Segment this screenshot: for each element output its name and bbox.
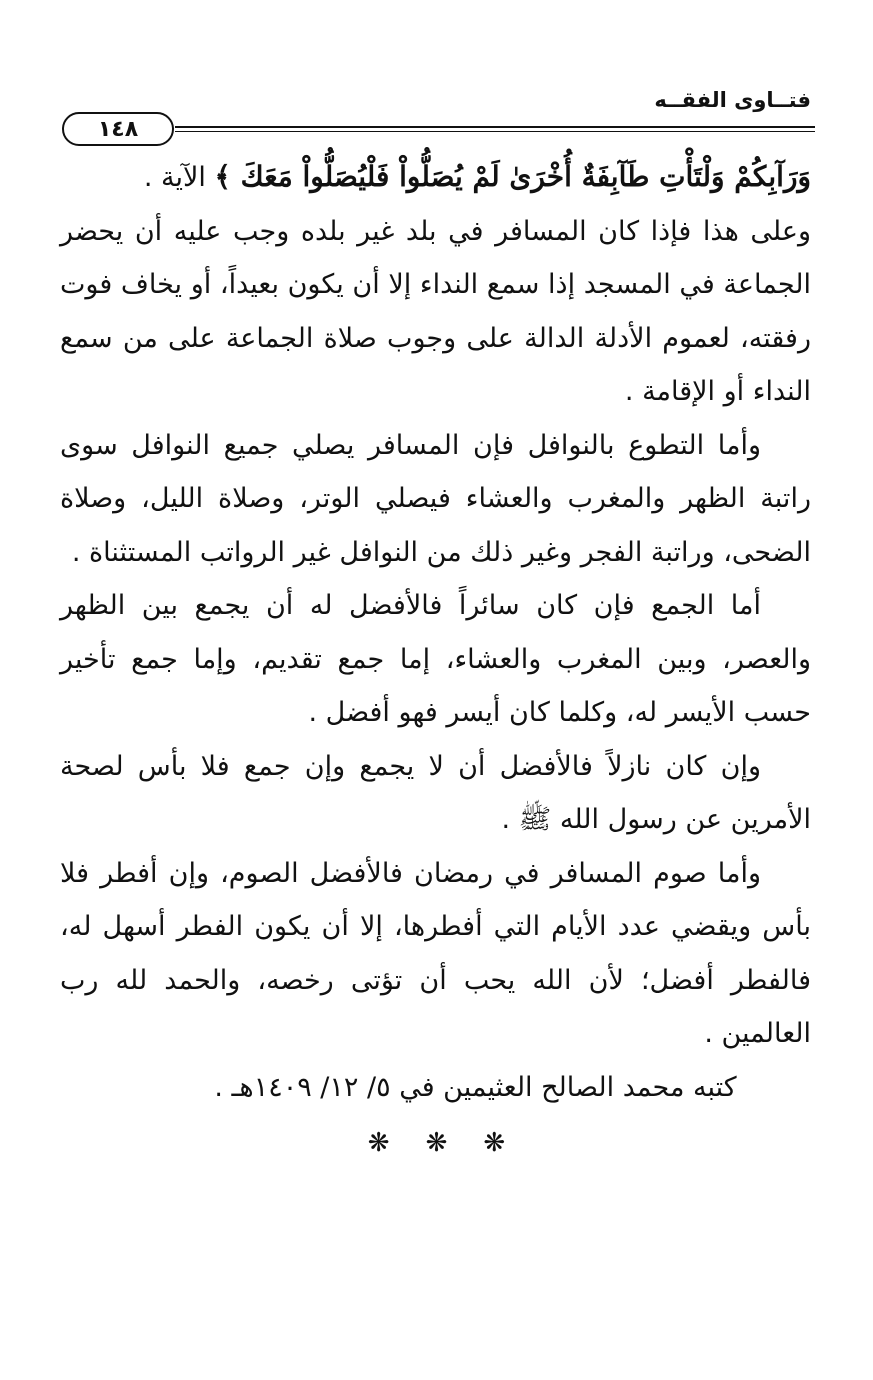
header-rule-thin <box>175 131 815 132</box>
paragraph-1: وعلى هذا فإذا كان المسافر في بلد غير بلده وجب عليه أن يحضر الجماعة في المسجد إذا سمع النداء إلا أن يكون بعيداً، أو يخاف فوت رفقته، لعموم الأدلة الدالة على وجوب صلاة الجماعة على من سمع النداء أو الإقامة . <box>60 215 811 407</box>
header-rule <box>175 126 815 128</box>
paragraph-2: وأما التطوع بالنوافل فإن المسافر يصلي جميع النوافل سوى راتبة الظهر والمغرب والعشاء فيصلي الوتر، وصلاة الليل، وصلاة الضحى، وراتبة الفجر وغير ذلك من النوافل غير الرواتب المستثناة . <box>60 429 811 568</box>
asterism-glyph: ❋ <box>425 1128 484 1158</box>
verse-line <box>60 150 811 205</box>
asterism-glyph: ❋ <box>483 1128 542 1158</box>
paragraph-5: وأما صوم المسافر في رمضان فالأفضل الصوم، وإن أفطر فلا بأس ويقضي عدد الأيام التي أفطرها، إلا أن يكون الفطر أسهل له، فالفطر أفضل؛ لأن الله يحب أن تؤتى رخصه، والحمد لله رب العالمين . <box>60 857 811 1049</box>
section-separator <box>0 1128 873 1158</box>
running-title: فتــاوى الفقــه <box>654 88 811 112</box>
verse-suffix: الآية . <box>143 162 215 193</box>
paragraph-4: وإن كان نازلاً فالأفضل أن لا يجمع وإن جمع فلا بأس لصحة الأمرين عن رسول الله ﷺ . <box>60 750 811 835</box>
asterism-glyph: ❋ <box>367 1128 426 1158</box>
body-text <box>60 150 811 1114</box>
signature: كتبه محمد الصالح العثيمين في ٥/ ١٢/ ١٤٠٩هـ . <box>214 1071 737 1103</box>
quran-verse: وَرَآبِكُمْ وَلْتَأْتِ طَآبِفَةٌ أُخْرَىٰ لَمْ يُصَلُّواْ فَلْيُصَلُّواْ مَعَكَ ﴾ <box>214 160 811 193</box>
paragraph-3: أما الجمع فإن كان سائراً فالأفضل له أن يجمع بين الظهر والعصر، وبين المغرب والعشاء، إما جمع تقديم، وإما جمع تأخير حسب الأيسر له، وكلما كان أيسر فهو أفضل . <box>60 590 811 728</box>
page-number: ١٤٨ <box>62 112 174 146</box>
